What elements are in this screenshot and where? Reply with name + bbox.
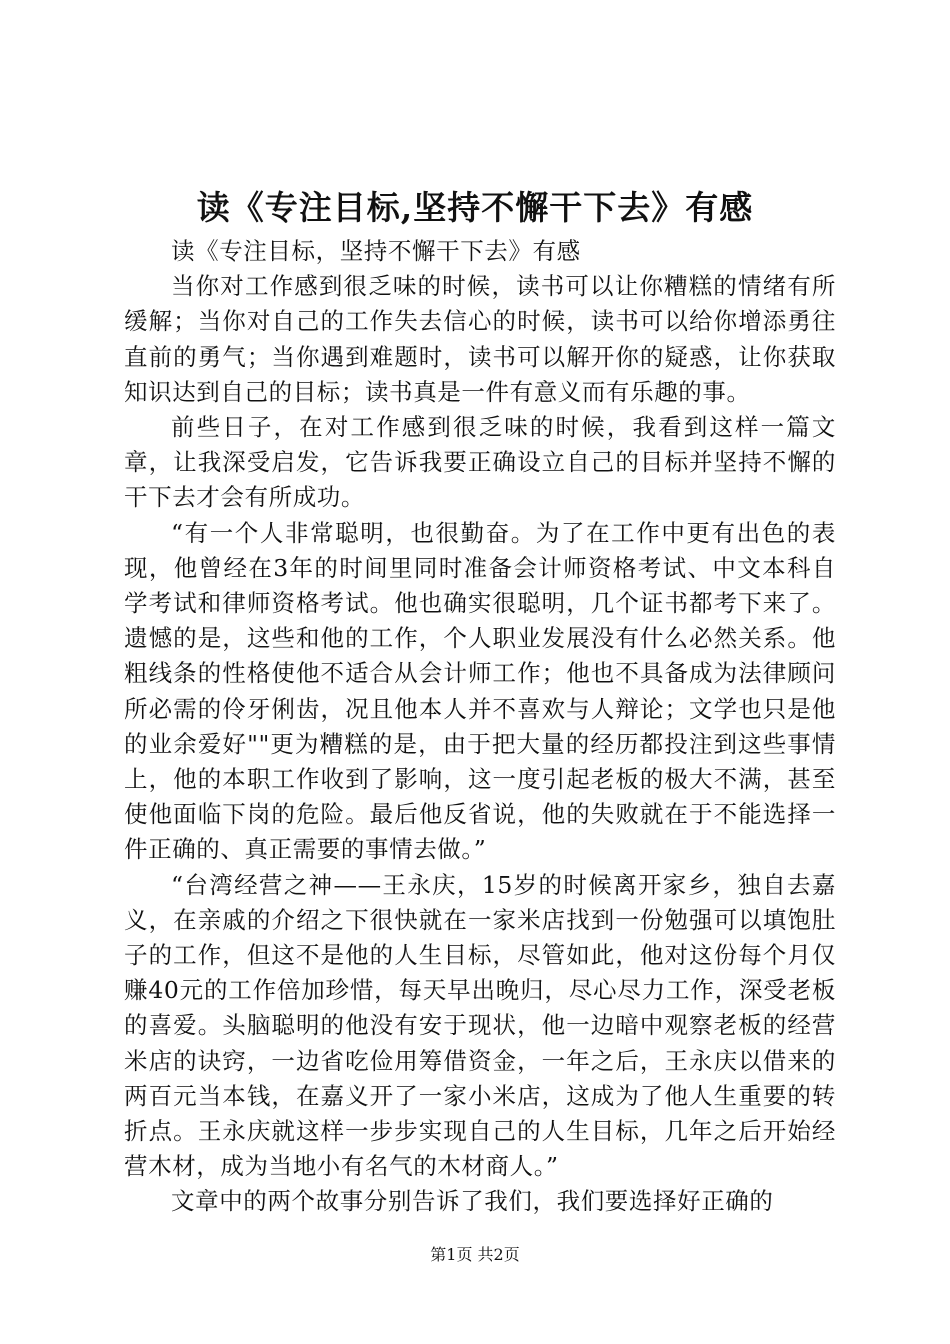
paragraph-story-two: “台湾经营之神——王永庆，15岁的时候离开家乡，独自去嘉义，在亲戚的介绍之下很快就在一家米店找到一份勉强可以填饱肚子的工作，但这不是他的人生目标，尽管如此，他对这份每个月仅赚40元的工作倍加珍惜，每天早出晚归，尽心尽力工作，深受老板的喜爱。头脑聪明的他没有安于现状，他一边暗中观察老板的经营米店的诀窍，一边省吃俭用筹借资金，一年之后，王永庆以借来的两百元当本钱，在嘉义开了一家小米店，这成为了他人生重要的转折点。王永庆就这样一步步实现自己的人生目标，几年之后开始经营木材，成为当地小有名气的木材商人。” [124,870,836,1181]
paragraph-heading-repeat: 读《专注目标，坚持不懈干下去》有感 [171,237,581,265]
paragraph-background: 前些日子，在对工作感到很乏味的时候，我看到这样一篇文章，让我深受启发，它告诉我要正确设立自己的目标并坚持不懈的干下去才会有所成功。 [124,413,836,512]
document-title: 读《专注目标,坚持不懈干下去》有感 [196,188,754,227]
paragraph-conclusion: 文章中的两个故事分别告诉了我们，我们要选择好正确的 [171,1187,774,1216]
paragraph-story-one: “有一个人非常聪明，也很勤奋。为了在工作中更有出色的表现，他曾经在3年的时间里同时准备会计师资格考试、中文本科自学考试和律师资格考试。他也确实很聪明，几个证书都考下来了。遗憾的是，这些和他的工作，个人职业发展没有什么必然关系。他粗线条的性格使他不适合从会计师工作；他也不具备成为法律顾问所必需的伶牙俐齿，况且他本人并不喜欢与人辩论；文学也只是他的业余爱好""更为糟糕的是，由于把大量的经历都投注到这些事情上，他的本职工作收到了影响，这一度引起老板的极大不满，甚至使他面临下岗的危险。最后他反省说，他的失败就在于不能选择一件正确的、真正需要的事情去做。” [124,518,836,864]
page-number-footer: 第1页 共2页 [430,1245,520,1264]
paragraph-intro: 当你对工作感到很乏味的时候，读书可以让你糟糕的情绪有所缓解；当你对自己的工作失去信心的时候，读书可以给你增添勇往直前的勇气；当你遇到难题时，读书可以解开你的疑惑，让你获取知识达到自己的目标；读书真是一件有意义而有乐趣的事。 [124,272,836,406]
document-body [124,234,836,1220]
